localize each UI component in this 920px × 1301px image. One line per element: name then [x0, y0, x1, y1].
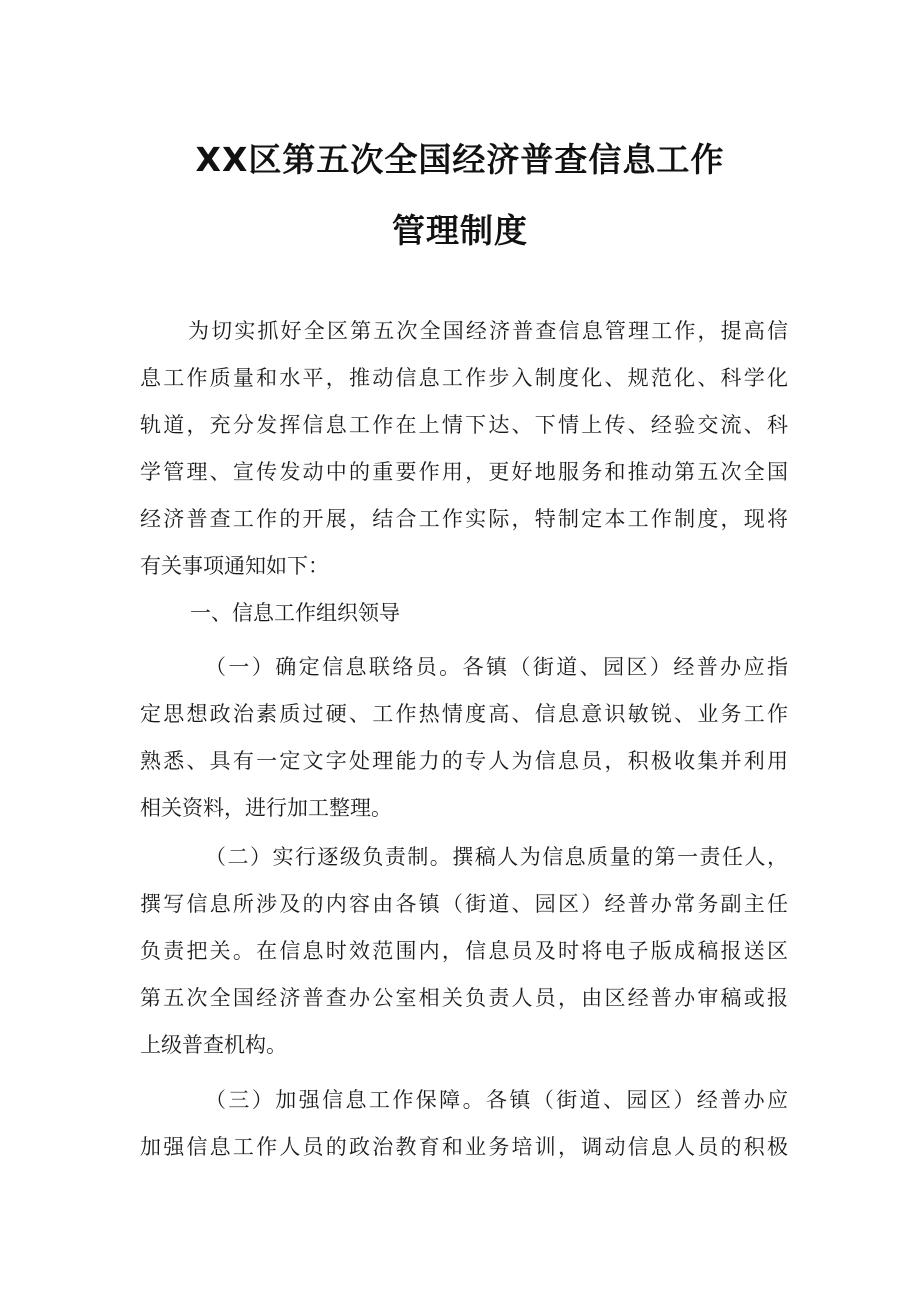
- document-title-line-2: 管理制度: [392, 211, 528, 250]
- intro-line: 有关事项通知如下：: [140, 554, 329, 578]
- item-2-line: 撰写信息所涉及的内容由各镇（街道、园区）经普办常务副主任: [140, 892, 788, 916]
- intro-line: 学管理、宣传发动中的重要作用，更好地服务和推动第五次全国: [140, 460, 788, 484]
- item-1-line: 定思想政治素质过硬、工作热情度高、信息意识敏锐、业务工作: [140, 702, 788, 726]
- intro-line: 经济普查工作的开展，结合工作实际，特制定本工作制度，现将: [140, 507, 788, 531]
- item-2-line: 上级普查机构。: [140, 1033, 287, 1057]
- intro-line: 为切实抓好全区第五次全国经济普查信息管理工作，提高信: [188, 319, 788, 343]
- item-3-line: 加强信息工作人员的政治教育和业务培训，调动信息人员的积极: [140, 1135, 788, 1159]
- intro-line: 轨道，充分发挥信息工作在上情下达、下情上传、经验交流、科: [140, 413, 788, 437]
- item-2-line: 负责把关。在信息时效范围内，信息员及时将电子版成稿报送区: [140, 939, 788, 963]
- intro-line: 息工作质量和水平，推动信息工作步入制度化、规范化、科学化: [140, 366, 788, 390]
- section-heading: 一、信息工作组织领导: [190, 601, 400, 625]
- item-1-line: 熟悉、具有一定文字处理能力的专人为信息员，积极收集并利用: [140, 749, 788, 773]
- document-title-line-1: XX区第五次全国经济普查信息工作: [195, 140, 725, 179]
- item-3-line: （三）加强信息工作保障。各镇（街道、园区）经普办应: [205, 1088, 788, 1112]
- item-2-line: 第五次全国经济普查办公室相关负责人员，由区经普办审稿或报: [140, 986, 788, 1010]
- item-2-line: （二）实行逐级负责制。撰稿人为信息质量的第一责任人，: [205, 845, 788, 869]
- item-1-line: 相关资料，进行加工整理。: [140, 796, 392, 820]
- item-1-line: （一）确定信息联络员。各镇（街道、园区）经普办应指: [205, 655, 788, 679]
